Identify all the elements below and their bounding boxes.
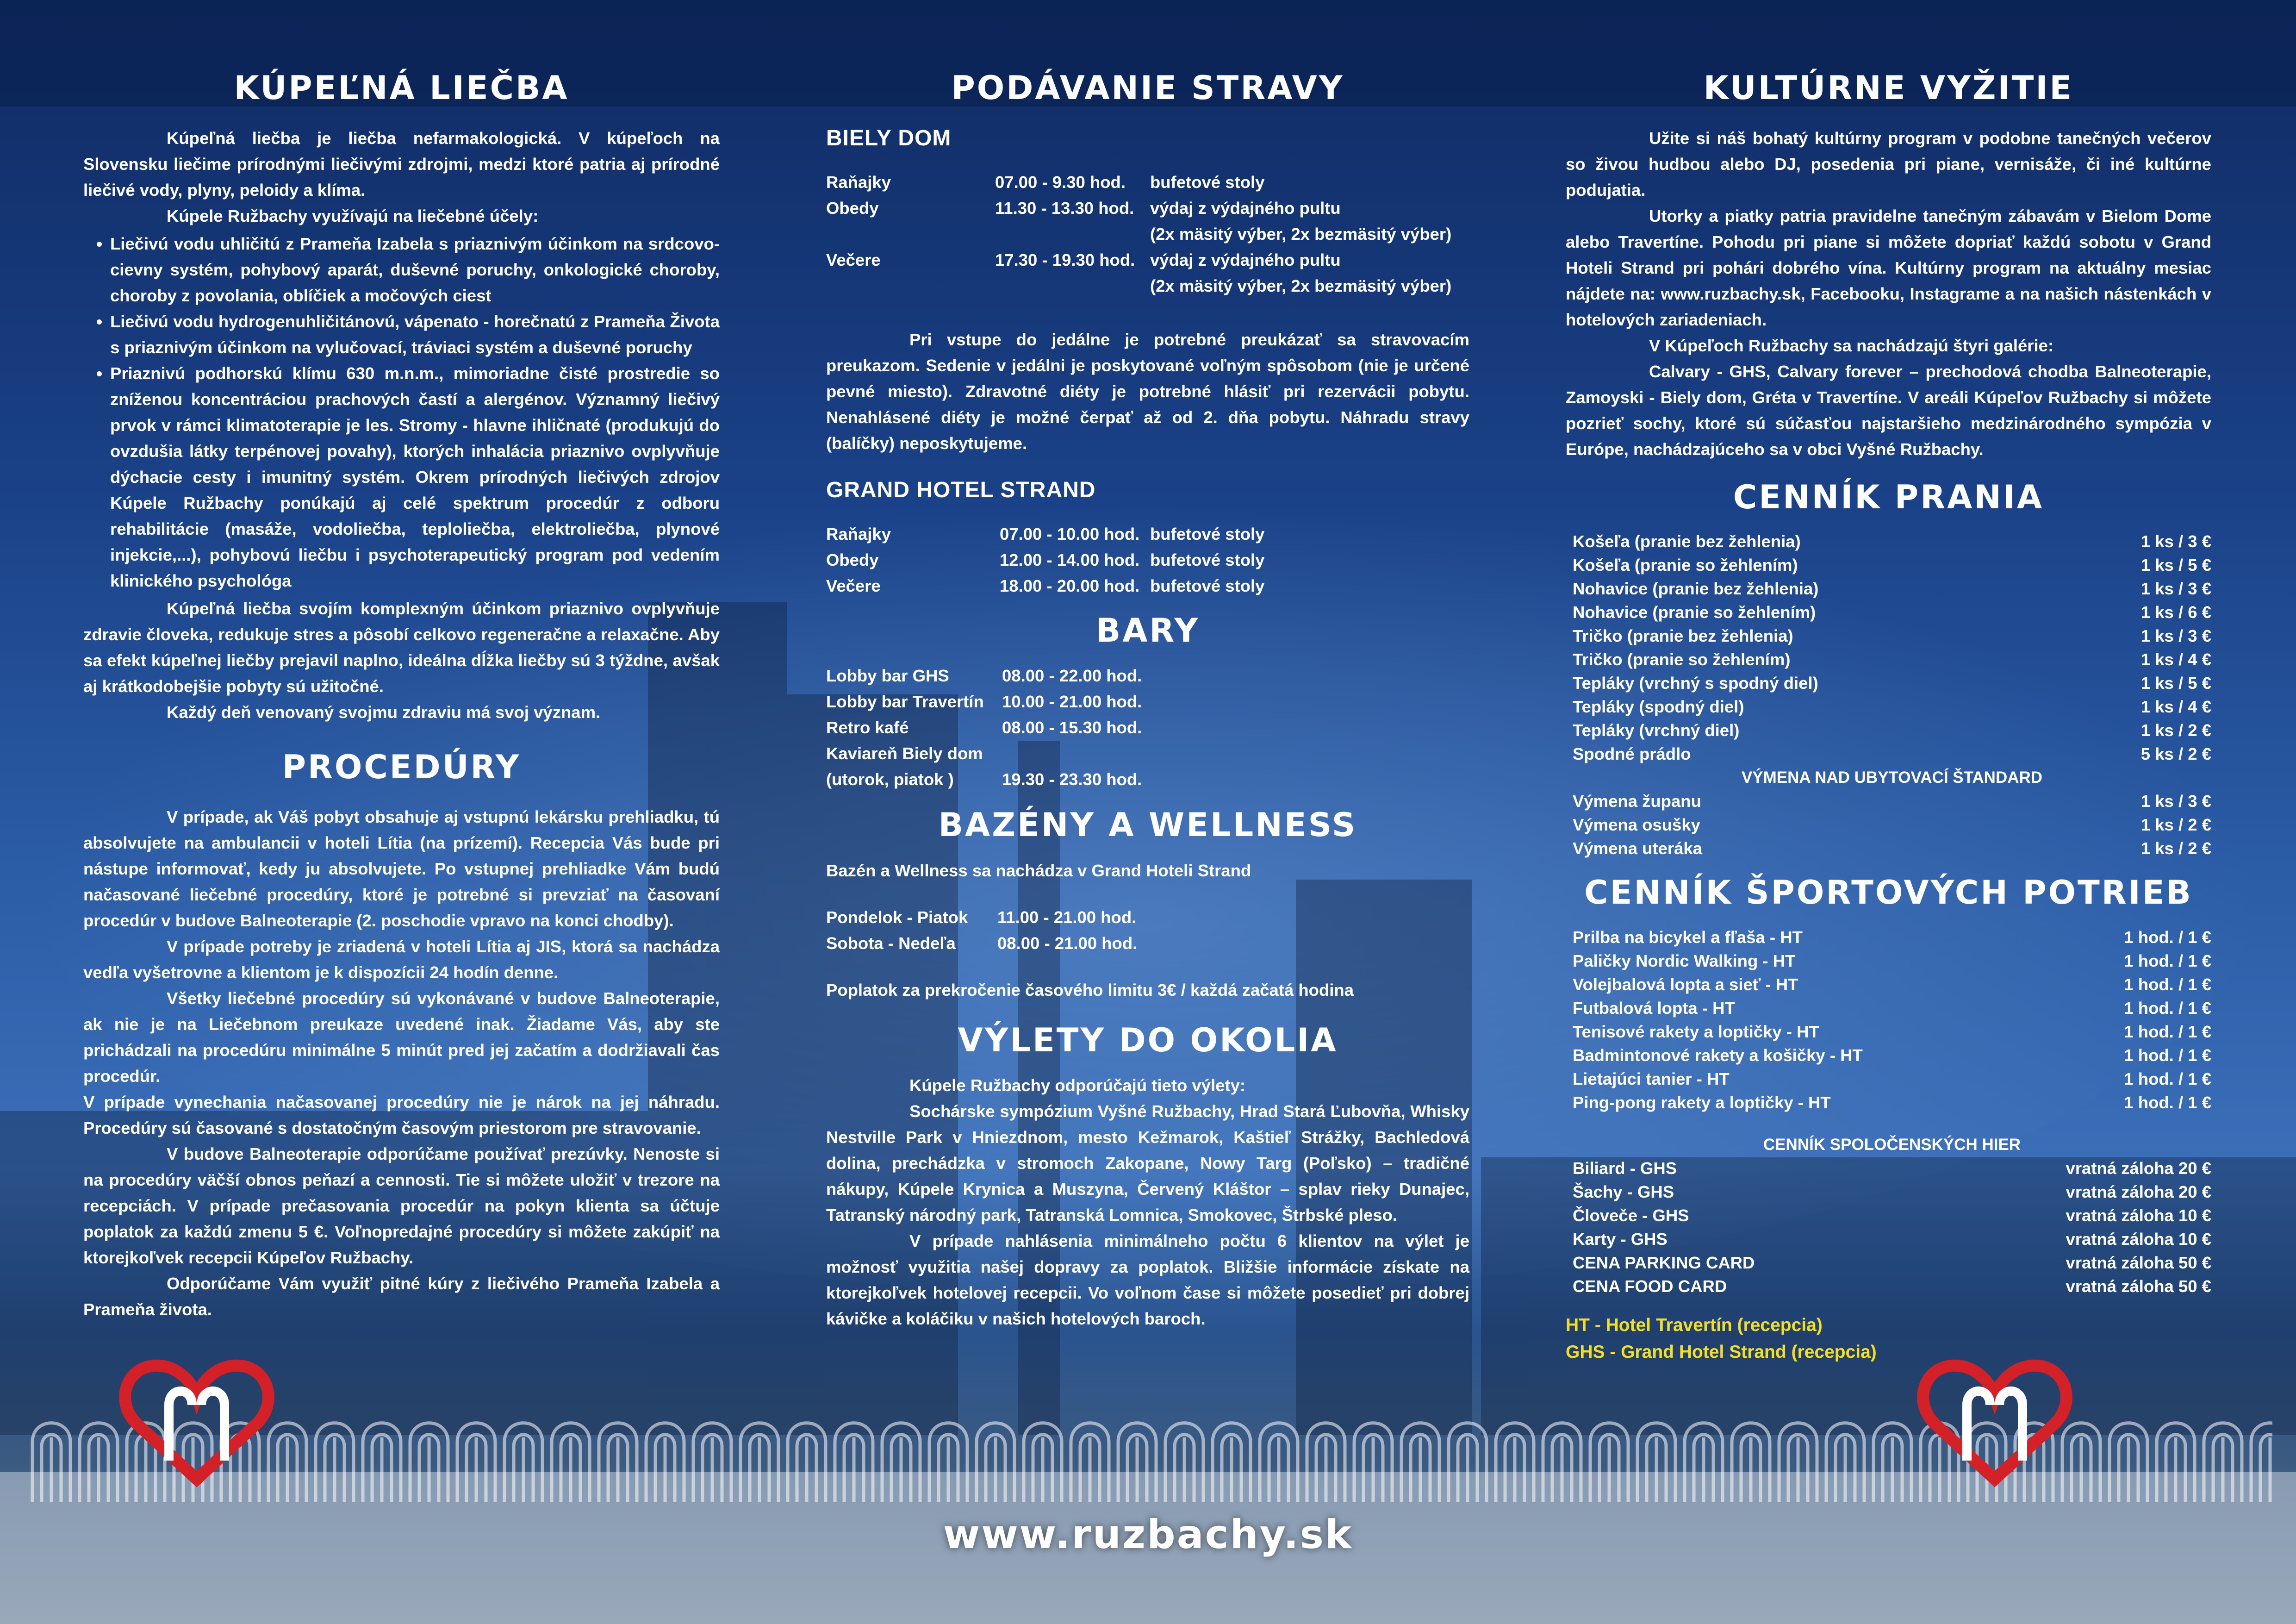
table-row bbox=[1573, 718, 2211, 742]
table-row bbox=[826, 663, 1142, 689]
table-cell: Lobby bar GHS bbox=[826, 666, 949, 685]
table-cell: vratná záloha 50 € bbox=[2066, 1276, 2211, 1296]
table-row bbox=[1573, 1067, 2211, 1091]
table-row bbox=[1573, 1180, 2211, 1204]
table-cell: Košeľa (pranie so žehlením) bbox=[1573, 556, 1798, 575]
list-item: • Priaznivú podhorskú klímu 630 m.n.m., mimoriadne čisté prostredie so zníženou koncentráciou prachových častí a alergénov. Významný liečivý prvok v rámci klimatoterapie je les. Stromy - hlavne ihličnaté (produkujú do ovzdušia látky terpénovej povahy), ktorých inhalácia priaznivo ovplyvňuje dýchacie cesty i imunitný systém. Okrem prírodných liečivých zdrojov Kúpele Ružbachy ponúkajú aj celé spektrum procedúr z odboru rehabilitácie (masáže, vodoliečba, teploliečba, elektroliečba, plynové injekcie,...), pohybovú liečbu i psychoterapeutický program pod vedením klinického psychológa bbox=[110, 361, 720, 594]
table-row bbox=[1573, 695, 2211, 718]
table-cell: Obedy bbox=[826, 198, 879, 218]
table-cell: Tepláky (spodný diel) bbox=[1573, 697, 1744, 716]
table-cell: 5 ks / 2 € bbox=[2140, 744, 2211, 763]
table-cell: 1 hod. / 1 € bbox=[2124, 1069, 2211, 1088]
table-row bbox=[826, 689, 1142, 715]
paragraph: V prípade vynechania načasovanej procedúry nie je nárok na jej náhradu. Procedúry sú časované s dostatočným časovým priestorom pre stravovanie. bbox=[83, 1093, 720, 1137]
ornament-motif bbox=[1118, 1423, 1156, 1502]
ornament-motif bbox=[1354, 1423, 1392, 1502]
table-cell: Obedy bbox=[826, 550, 879, 569]
wellness-hours-table bbox=[826, 905, 1137, 956]
table-cell: Retro kafé bbox=[826, 718, 909, 737]
ornament-motif bbox=[882, 1423, 920, 1502]
table-cell: Spodné prádlo bbox=[1573, 744, 1691, 763]
paragraph: Sochárske sympózium Vyšné Ružbachy, Hrad Stará Ľubovňa, Whisky Nestville Park v Hniezdnom, mesto Kežmarok, Kaštieľ Strážky, Bachledová dolina, prechádzka v stromoch Zakopane, Nowy Targ (Poľsko) – tradičné nákupy, Kúpele Krynica a Muszyna, Červený Kláštor – splav rieky Dunajec, Tatranský národný park, Tatranská Lomnica, Smokovec, Štrbské pleso. bbox=[826, 1102, 1469, 1224]
table-cell: bufetové stoly bbox=[1150, 524, 1265, 543]
ornament-motif bbox=[1307, 1423, 1345, 1502]
table-cell: 07.00 - 9.30 hod. bbox=[995, 172, 1126, 192]
list-item: • Liečivú vodu uhličitú z Prameňa Izabela s priaznivým účinkom na srdcovo-cievny systém, pohybový aparát, duševné poruchy, onkologické choroby, choroby z povolania, oblíčiek a močových ciest bbox=[110, 231, 720, 309]
table-cell: 1 ks / 5 € bbox=[2140, 674, 2211, 693]
heart-logo-icon bbox=[118, 1354, 275, 1488]
table-cell: 1 ks / 6 € bbox=[2140, 603, 2211, 622]
ornament-motif bbox=[1779, 1423, 1817, 1502]
table-cell: bufetové stoly bbox=[1150, 172, 1265, 192]
table-cell: 1 hod. / 1 € bbox=[2124, 1045, 2211, 1065]
table-cell: 1 hod. / 1 € bbox=[2124, 951, 2211, 970]
table-row bbox=[1573, 789, 2211, 813]
table-row bbox=[1573, 1274, 2211, 1298]
table-cell bbox=[1002, 741, 1142, 767]
table-cell: (2x mäsitý výber, 2x bezmäsitý výber) bbox=[1150, 276, 1452, 295]
table-row bbox=[826, 273, 1451, 299]
table-cell: vratná záloha 10 € bbox=[2066, 1229, 2211, 1249]
paragraph: Užite si náš bohatý kultúrny program v podobne tanečných večerov so živou hudbou alebo DJ, posedenia pri piane, vernisáže, či iné kultúrne podujatia. bbox=[1566, 128, 2211, 200]
subheading-biely-dom: BIELY DOM bbox=[826, 125, 952, 150]
column-right bbox=[1566, 69, 2211, 1366]
table-cell: 1 hod. / 1 € bbox=[2124, 1022, 2211, 1041]
table-cell: Lobby bar Travertín bbox=[826, 692, 984, 711]
table-cell: CENA FOOD CARD bbox=[1573, 1276, 1727, 1296]
ornament-motif bbox=[788, 1423, 826, 1502]
table-row bbox=[1573, 1043, 2211, 1067]
paragraph: Kúpele Ružbachy odporúčajú tieto výlety: bbox=[909, 1076, 1246, 1095]
table-cell: Volejbalová lopta a sieť - HT bbox=[1573, 974, 1798, 994]
table-cell: 1 ks / 2 € bbox=[2140, 815, 2211, 834]
table-row bbox=[826, 521, 1264, 547]
table-cell: 12.00 - 14.00 hod. bbox=[1000, 550, 1140, 569]
section-title-meals: PODÁVANIE STRAVY bbox=[951, 69, 1344, 107]
table-cell: (2x mäsitý výber, 2x bezmäsitý výber) bbox=[1150, 224, 1452, 244]
ornament-motif bbox=[410, 1423, 448, 1502]
ornament-motif bbox=[1685, 1423, 1723, 1502]
legend-ht: HT - Hotel Travertín (recepcia) bbox=[1566, 1315, 1823, 1335]
ornament-motif bbox=[457, 1423, 495, 1502]
table-row bbox=[1573, 671, 2211, 695]
section-title-laundry-prices: CENNÍK PRANIA bbox=[1733, 478, 2044, 516]
table-cell: 1 ks / 3 € bbox=[2140, 626, 2211, 645]
ornament-motif bbox=[1213, 1423, 1251, 1502]
table-cell: 08.00 - 21.00 hod. bbox=[997, 933, 1138, 953]
table-row bbox=[826, 741, 1142, 767]
ornament-motif bbox=[1165, 1423, 1203, 1502]
paragraph: Pri vstupe do jedálne je potrebné preukázať sa stravovacím preukazom. Sedenie v jedálni je poskytované voľným spôsobom (nie je určené pevné miesto). Zdravotné diéty je potrebné hlásiť pri rezervácii pobytu. Nenahlásené diéty je možné čerpať až od 2. dňa pobytu. Náhradu stravy (balíčky) neposkytujeme. bbox=[826, 330, 1469, 453]
ornament-motif bbox=[363, 1423, 401, 1502]
table-row bbox=[826, 169, 1451, 195]
website-link[interactable]: www.ruzbachy.sk bbox=[943, 1512, 1353, 1558]
ornament-motif bbox=[740, 1423, 778, 1502]
table-row bbox=[826, 547, 1264, 573]
laundry-price-table bbox=[1573, 530, 2211, 860]
legend-ghs: GHS - Grand Hotel Strand (recepcia) bbox=[1566, 1342, 1877, 1362]
ornament-motif bbox=[1590, 1423, 1628, 1502]
table-cell: (utorok, piatok ) bbox=[826, 770, 954, 789]
paragraph: Bazén a Wellness sa nachádza v Grand Hoteli Strand bbox=[826, 861, 1251, 880]
table-cell: 1 ks / 2 € bbox=[2140, 721, 2211, 740]
ornament-motif bbox=[1732, 1423, 1770, 1502]
table-row bbox=[1573, 813, 2211, 837]
paragraph: Kúpele Ružbachy využívajú na liečebné účely: bbox=[167, 206, 539, 225]
ornament-motif bbox=[1024, 1423, 1062, 1502]
table-row bbox=[1573, 1251, 2211, 1274]
table-row bbox=[1573, 1156, 2211, 1180]
ornament-motif bbox=[552, 1423, 590, 1502]
paragraph: V prípade, ak Váš pobyt obsahuje aj vstupnú lekársku prehliadku, tú absolvujete na ambulancii v hoteli Lítia (na prízemí). Recepcia Vás bude pri nástupe informovať, kedy ju absolvujete. Po vstupnej prehliadke Vám budú načasované liečebné procedúry, ktoré je potrebné si prevziať na časovaní procedúr v budove Balneoterapie (2. poschodie vpravo na konci chodby). bbox=[83, 807, 720, 930]
paragraph: Utorky a piatky patria pravidelne tanečným zábavám v Bielom Dome alebo Travertíne. Pohodu pri piane si môžete dopriať každú sobotu v Grand Hoteli Strand pri pohári dobrého vína. Kultúrny program na aktuálny mesiac nájdete na: www.ruzbachy.sk, Facebooku, Instagrame a na našich nástenkách v hotelových zariadeniach. bbox=[1566, 206, 2211, 329]
table-row bbox=[1573, 1133, 2211, 1156]
table-cell: 1 ks / 4 € bbox=[2140, 650, 2211, 669]
table-cell: Tepláky (vrchný diel) bbox=[1573, 721, 1740, 740]
table-cell: Futbalová lopta - HT bbox=[1573, 998, 1735, 1018]
table-row bbox=[826, 573, 1264, 599]
table-cell: 11.00 - 21.00 hod. bbox=[997, 907, 1137, 927]
ornament-motif bbox=[1826, 1423, 1864, 1502]
ornament-motif bbox=[2109, 1423, 2147, 1502]
table-cell bbox=[826, 273, 995, 299]
subheading-grand-hotel-strand: GRAND HOTEL STRAND bbox=[826, 477, 1096, 502]
table-cell: Nohavice (pranie so žehlením) bbox=[1573, 603, 1816, 622]
ornament-motif bbox=[32, 1423, 70, 1502]
laundry-note: VÝMENA NAD UBYTOVACÍ ŠTANDARD bbox=[1741, 768, 2043, 787]
table-row bbox=[1573, 925, 2211, 949]
table-cell: Kaviareň Biely dom bbox=[826, 744, 983, 763]
table-cell: Tepláky (vrchný s spodný diel) bbox=[1573, 674, 1818, 693]
table-cell: vratná záloha 20 € bbox=[2066, 1158, 2211, 1178]
ornament-motif bbox=[1543, 1423, 1581, 1502]
table-cell: Šachy - GHS bbox=[1573, 1182, 1674, 1201]
table-cell: Raňajky bbox=[826, 172, 891, 192]
paragraph: V prípade nahlásenia minimálneho počtu 6 klientov na výlet je možnosť využitia našej dopravy za poplatok. Bližšie informácie získate na ktorejkoľvek hotelovej recepcii. Vo voľnom čase si môžete posedieť pri dobrej kávičke a koláčiku v našich hotelových baroch. bbox=[826, 1231, 1469, 1328]
paragraph: Odporúčame Vám využiť pitné kúry z liečivého Prameňa Izabela a Prameňa života. bbox=[83, 1274, 720, 1319]
paragraph: Každý deň venovaný svojmu zdraviu má svoj význam. bbox=[167, 702, 601, 722]
table-row bbox=[1573, 996, 2211, 1020]
table-row bbox=[1573, 973, 2211, 996]
table-cell: Lietajúci tanier - HT bbox=[1573, 1069, 1730, 1088]
ornament-motif bbox=[2204, 1423, 2242, 1502]
games-note: CENNÍK SPOLOČENSKÝCH HIER bbox=[1763, 1135, 2021, 1154]
ornament-motif bbox=[929, 1423, 967, 1502]
table-cell: 1 hod. / 1 € bbox=[2124, 927, 2211, 947]
sport-price-table bbox=[1573, 925, 2211, 1298]
table-cell: výdaj z výdajného pultu bbox=[1150, 198, 1341, 218]
table-cell: 1 ks / 2 € bbox=[2140, 839, 2211, 858]
table-cell: Tričko (pranie so žehlením) bbox=[1573, 650, 1791, 669]
ornament-motif bbox=[977, 1423, 1014, 1502]
paragraph: V prípade potreby je zriadená v hoteli Lítia aj JIS, ktorá sa nachádza vedľa vyšetrovne a klientom je k dispozícii 24 hodín denne. bbox=[83, 937, 720, 982]
table-row bbox=[1573, 1020, 2211, 1043]
section-title-bars: BARY bbox=[1095, 611, 1200, 650]
table-cell bbox=[826, 221, 995, 247]
table-cell: 08.00 - 22.00 hod. bbox=[1002, 666, 1142, 685]
ornament-motif bbox=[504, 1423, 542, 1502]
paragraph: V Kúpeľoch Ružbachy sa nachádzajú štyri galérie: bbox=[1649, 336, 2054, 355]
list-item: • Liečivú vodu hydrogenuhličitánovú, vápenato - horečnatú z Prameňa Života s priaznivým účinkom na vylučovací, tráviaci systém a duševné poruchy bbox=[110, 309, 720, 361]
table-cell: Prilba na bicykel a fľaša - HT bbox=[1573, 927, 1803, 947]
table-cell: bufetové stoly bbox=[1150, 576, 1265, 595]
table-cell: Výmena osušky bbox=[1573, 815, 1700, 834]
table-row bbox=[826, 767, 1142, 793]
table-row bbox=[1573, 1204, 2211, 1227]
table-cell: Raňajky bbox=[826, 524, 891, 543]
table-cell: vratná záloha 50 € bbox=[2066, 1253, 2211, 1272]
table-cell: 08.00 - 15.30 hod. bbox=[1002, 718, 1142, 737]
column-left bbox=[83, 69, 720, 1323]
ornament-motif bbox=[693, 1423, 731, 1502]
section-title-spa-treatment: KÚPEĽNÁ LIEČBA bbox=[234, 69, 569, 107]
table-cell: Večere bbox=[826, 250, 881, 269]
table-row bbox=[1573, 1091, 2211, 1114]
ornament-motif bbox=[1637, 1423, 1675, 1502]
table-cell: vratná záloha 20 € bbox=[2066, 1182, 2211, 1201]
section-title-culture: KULTÚRNE VYŽITIE bbox=[1703, 69, 2074, 107]
table-cell: Badmintonové rakety a košičky - HT bbox=[1573, 1045, 1863, 1065]
ornament-motif bbox=[646, 1423, 684, 1502]
table-row bbox=[1573, 949, 2211, 973]
table-cell: Pondelok - Piatok bbox=[826, 907, 968, 927]
table-cell: bufetové stoly bbox=[1150, 550, 1265, 569]
meal-times-table bbox=[826, 521, 1264, 599]
table-cell: Večere bbox=[826, 576, 881, 595]
section-title-sport-prices: CENNÍK ŠPORTOVÝCH POTRIEB bbox=[1584, 874, 2193, 912]
table-row bbox=[1573, 742, 2211, 766]
table-cell bbox=[995, 221, 1150, 247]
ornament-motif bbox=[2251, 1423, 2272, 1502]
table-cell: Výmena uteráka bbox=[1573, 839, 1702, 858]
table-cell: 1 hod. / 1 € bbox=[2124, 1093, 2211, 1112]
paragraph: Kúpeľná liečba svojím komplexným účinkom priaznivo ovplyvňuje zdravie človeka, redukuje stres a pôsobí celkovo regeneračne a relaxačne. Aby sa efekt kúpeľnej liečby prejavil naplno, ideálna dĺžka liečby sú 3 týždne, avšak aj krátkodobejšie pobyty sú užitočné. bbox=[83, 599, 720, 696]
table-row bbox=[1573, 837, 2211, 860]
ornament-motif bbox=[835, 1423, 873, 1502]
heart-logo-icon bbox=[1916, 1354, 2073, 1488]
ornament-motif bbox=[1071, 1423, 1109, 1502]
table-cell: vratná záloha 10 € bbox=[2066, 1206, 2211, 1225]
table-row bbox=[826, 221, 1451, 247]
table-cell: 11.30 - 13.30 hod. bbox=[995, 198, 1134, 218]
table-cell: 1 ks / 5 € bbox=[2140, 556, 2211, 575]
paragraph: Všetky liečebné procedúry sú vykonávané v budove Balneoterapie, ak nie je na Liečebnom preukaze uvedené inak. Žiadame Vás, aby ste prichádzali na procedúru minimálne 5 minút pred jej začatím a dodržiavali čas procedúr. bbox=[83, 989, 720, 1086]
paragraph: Poplatok za prekročenie časového limitu 3€ / každá začatá hodina bbox=[826, 980, 1354, 999]
table-cell: 19.30 - 23.30 hod. bbox=[1002, 770, 1142, 789]
table-cell: Paličky Nordic Walking - HT bbox=[1573, 951, 1796, 970]
table-cell: 10.00 - 21.00 hod. bbox=[1002, 692, 1142, 711]
table-cell: Karty - GHS bbox=[1573, 1229, 1668, 1249]
bars-table bbox=[826, 663, 1142, 793]
table-cell: Človeče - GHS bbox=[1573, 1206, 1689, 1225]
table-cell: Ping-pong rakety a loptičky - HT bbox=[1573, 1093, 1831, 1112]
section-title-trips: VÝLETY DO OKOLIA bbox=[958, 1021, 1338, 1059]
ornament-motif bbox=[1449, 1423, 1487, 1502]
ornament-motif bbox=[1873, 1423, 1911, 1502]
table-row bbox=[1573, 577, 2211, 600]
ornament-motif bbox=[2157, 1423, 2195, 1502]
paragraph: Kúpeľná liečba je liečba nefarmakologická. V kúpeľoch na Slovensku liečime prírodnými liečivými zdrojmi, medzi ktoré patria aj prírodné liečivé vody, plyny, peloidy a klíma. bbox=[83, 128, 720, 200]
table-cell: Nohavice (pranie bez žehlenia) bbox=[1573, 579, 1819, 598]
table-row bbox=[826, 931, 1137, 956]
table-cell: Výmena županu bbox=[1573, 792, 1701, 811]
table-row bbox=[826, 195, 1451, 221]
ornament-motif bbox=[1260, 1423, 1298, 1502]
ornament-motif bbox=[1401, 1423, 1439, 1502]
table-row bbox=[826, 905, 1137, 931]
meal-times-table bbox=[826, 169, 1451, 299]
table-row bbox=[1573, 553, 2211, 577]
table-cell bbox=[995, 273, 1150, 299]
table-row bbox=[1573, 530, 2211, 553]
table-cell: Sobota - Nedeľa bbox=[826, 933, 956, 953]
ornament-motif bbox=[80, 1423, 118, 1502]
column-middle bbox=[826, 69, 1469, 1332]
table-cell: Tenisové rakety a loptičky - HT bbox=[1573, 1022, 1819, 1041]
table-cell: Košeľa (pranie bez žehlenia) bbox=[1573, 532, 1801, 551]
table-cell: 1 hod. / 1 € bbox=[2124, 998, 2211, 1018]
table-row bbox=[1573, 1227, 2211, 1251]
paragraph: V budove Balneoterapie odporúčame používať prezúvky. Nenoste si na procedúry väčší obnos peňazí a cennosti. Tie si môžete uložiť v trezore na recepciách. V prípade prečasovania procedúr na pokyn klienta sa účtuje poplatok za každú zmenu 5 €. Voľnopredajné procedúry si môžete zakúpiť na ktorejkoľvek recepcii Kúpeľov Ružbachy. bbox=[83, 1144, 720, 1267]
table-row bbox=[1573, 766, 2211, 789]
table-row bbox=[826, 247, 1451, 273]
ornament-motif bbox=[316, 1423, 354, 1502]
table-cell: 18.00 - 20.00 hod. bbox=[1000, 576, 1140, 595]
table-row bbox=[1573, 624, 2211, 648]
section-title-pools-wellness: BAZÉNY A WELLNESS bbox=[938, 806, 1357, 844]
paragraph: Calvary - GHS, Calvary forever – prechodová chodba Balneoterapie, Zamoyski - Biely dom, Gréta v Travertíne. V areáli Kúpeľov Ružbachy si môžete pozrieť sochy, ktoré sú súčasťou najstaršieho medzinárodného sympózia v Európe, nachádzajúceho sa v obci Vyšné Ružbachy. bbox=[1566, 362, 2211, 459]
table-cell: výdaj z výdajného pultu bbox=[1150, 250, 1341, 269]
table-cell: 07.00 - 10.00 hod. bbox=[1000, 524, 1140, 543]
table-row bbox=[1573, 648, 2211, 671]
ornament-motif bbox=[1496, 1423, 1534, 1502]
table-row bbox=[1573, 600, 2211, 624]
table-cell: CENA PARKING CARD bbox=[1573, 1253, 1755, 1272]
table-cell: Biliard - GHS bbox=[1573, 1158, 1677, 1178]
table-row bbox=[826, 715, 1142, 741]
table-cell: 1 ks / 3 € bbox=[2140, 532, 2211, 551]
table-cell: 1 ks / 4 € bbox=[2140, 697, 2211, 716]
section-title-procedures: PROCEDÚRY bbox=[282, 748, 521, 786]
table-cell: 1 ks / 3 € bbox=[2140, 579, 2211, 598]
table-cell: 17.30 - 19.30 hod. bbox=[995, 250, 1135, 269]
ornament-motif bbox=[599, 1423, 637, 1502]
table-cell: 1 hod. / 1 € bbox=[2124, 974, 2211, 994]
table-cell: 1 ks / 3 € bbox=[2140, 792, 2211, 811]
table-cell: Tričko (pranie bez žehlenia) bbox=[1573, 626, 1793, 645]
bullet-list bbox=[83, 231, 720, 594]
